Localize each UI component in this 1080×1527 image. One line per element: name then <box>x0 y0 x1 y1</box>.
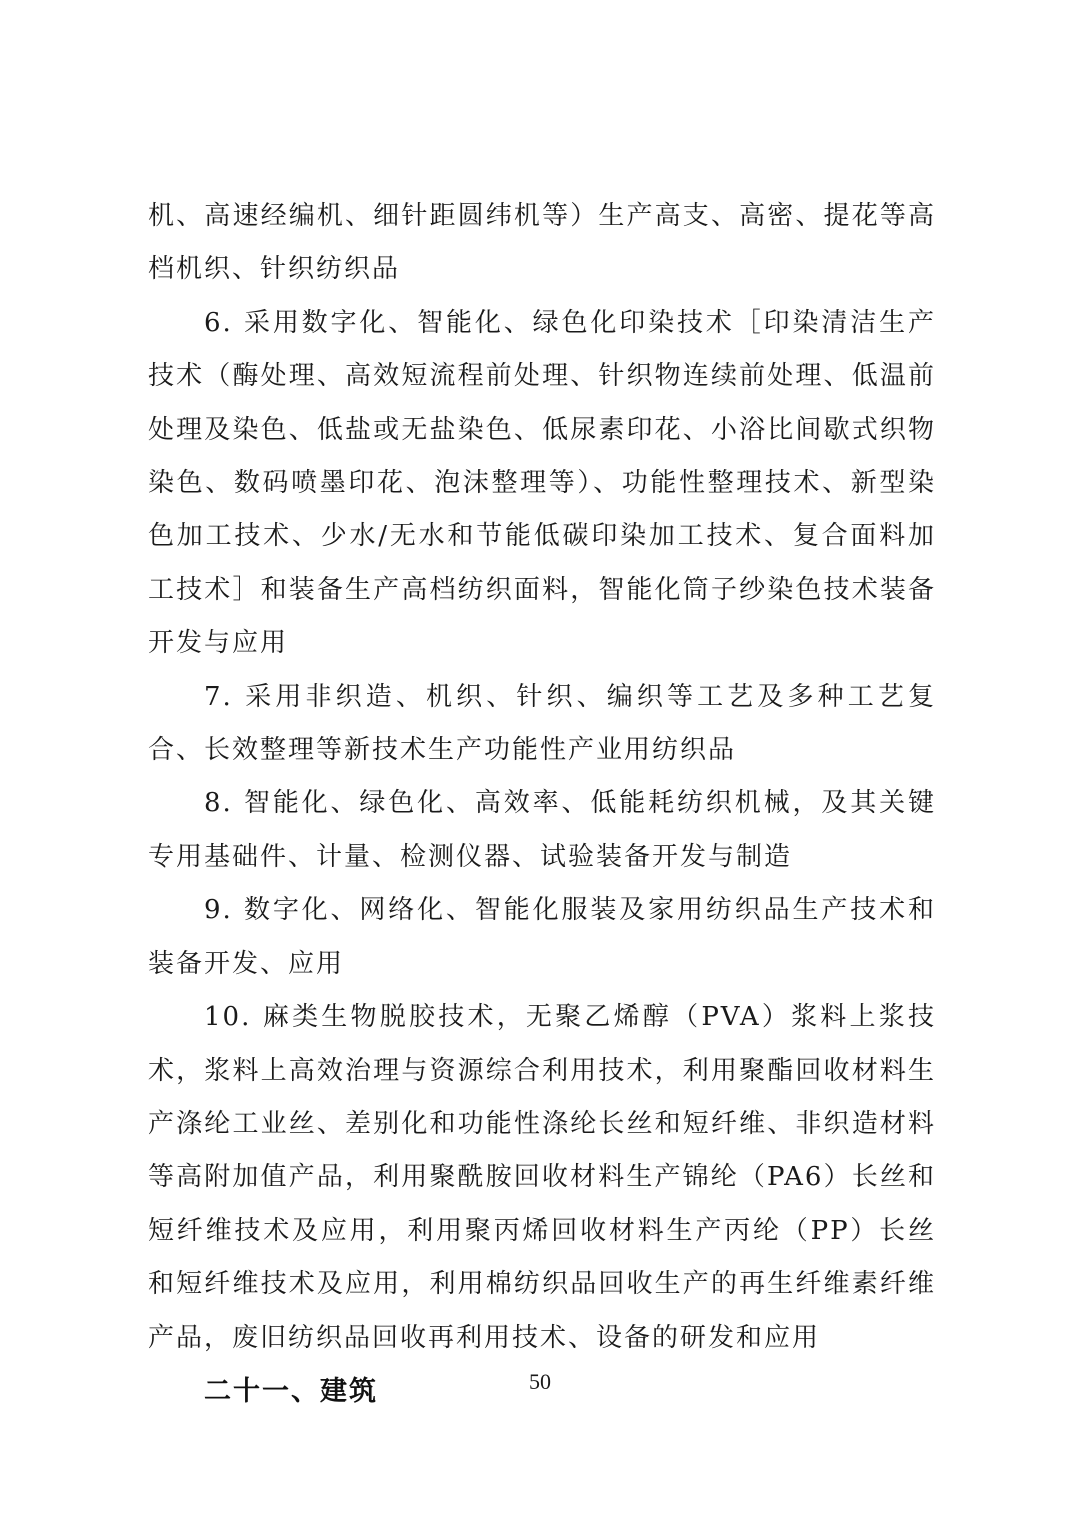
paragraph-item-10: 10. 麻类生物脱胶技术，无聚乙烯醇（PVA）浆料上浆技术，浆料上高效治理与资源综合利用技术，利用聚酯回收材料生产涤纶工业丝、差别化和功能性涤纶长丝和短纤维、非织造材料等高附加值产品，利用聚酰胺回收材料生产锦纶（PA6）长丝和短纤维技术及应用，利用聚丙烯回收材料生产丙纶（PP）长丝和短纤维技术及应用，利用棉纺织品回收生产的再生纤维素纤维产品，废旧纺织品回收再利用技术、设备的研发和应用 <box>148 1002 936 1353</box>
paragraph-continuation: 机、高速经编机、细针距圆纬机等）生产高支、高密、提花等高档机织、针织纺织品 <box>148 201 936 285</box>
page-number: 50 <box>529 1369 551 1394</box>
paragraph-item-9: 9. 数字化、网络化、智能化服装及家用纺织品生产技术和装备开发、应用 <box>148 895 936 979</box>
paragraph-item-6: 6. 采用数字化、智能化、绿色化印染技术［印染清洁生产技术（酶处理、高效短流程前处理、针织物连续前处理、低温前处理及染色、低盐或无盐染色、低尿素印花、小浴比间歇式织物染色、数码喷墨印花、泡沫整理等）、功能性整理技术、新型染色加工技术、少水/无水和节能低碳印染加工技术、复合面料加工技术］和装备生产高档纺织面料，智能化筒子纱染色技术装备开发与应用 <box>148 307 936 659</box>
paragraph-item-7: 7. 采用非织造、机织、针织、编织等工艺及多种工艺复合、长效整理等新技术生产功能性产业用纺织品 <box>148 681 936 766</box>
section-heading: 二十一、建筑 <box>204 1375 378 1407</box>
document-body <box>148 190 936 1418</box>
paragraph-item-8: 8. 智能化、绿色化、高效率、低能耗纺织机械，及其关键专用基础件、计量、检测仪器、试验装备开发与制造 <box>148 788 936 872</box>
